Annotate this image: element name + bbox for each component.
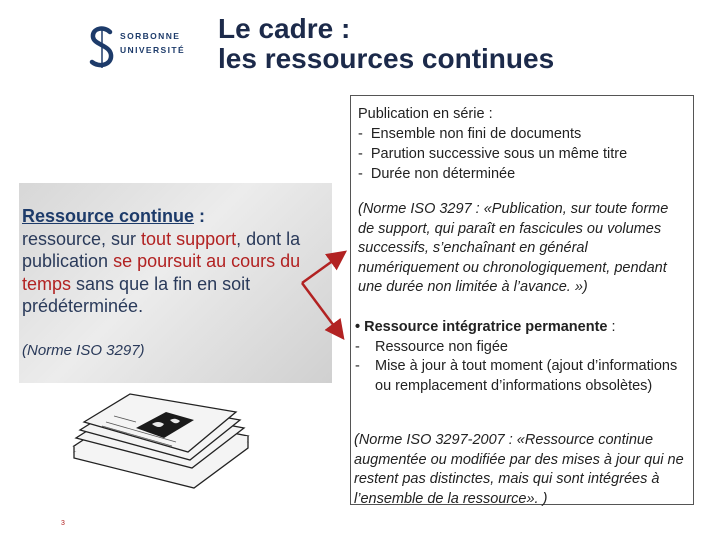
list-item: - Parution successive sous un même titre [358,146,628,162]
ressource-continue-norme: (Norme ISO 3297) [22,341,145,359]
publication-item-2: Parution successive sous un même titre [370,146,628,162]
title-line1: Le cadre : [218,13,351,44]
arrow-to-publication [302,252,345,283]
definition-text-1: ressource, sur [22,228,142,249]
publication-heading-colon: : [484,106,493,122]
page-number: 3 [61,520,65,527]
ressource-continue-term: Ressource continue [22,206,195,226]
publication-norme: (Norme ISO 3297 : «Publication, sur toute forme de support, qui paraît en fascicules ou volumes successifs, s’enchaînant en général numériquement ou chronologiquement, pendant une durée non limitée à l’avance. ») [358,201,669,295]
list-item: - Ressource non figée [355,338,690,358]
newspaper-stack-icon [66,388,256,498]
term-colon: : [194,206,206,226]
publication-item-1: Ensemble non fini de documents [370,126,582,142]
integratrice-norme: (Norme ISO 3297-2007 : «Ressource continue augmentée ou modifiée par des mises à jour qui ne restent pas distinctes, mais qui sont intégrées à l’ensemble de la ressource». ) [354,432,684,507]
definition-highlight-1: tout support [141,228,237,249]
definition-highlight-2: se poursuit au cours du temps [22,251,301,294]
list-item: - Mise à jour à tout moment (ajout d’informations ou remplacement d’informations obsolètes) [355,357,690,396]
publication-heading: Publication en série [358,106,485,122]
list-item: - Ensemble non fini de documents [358,126,582,142]
integratrice-item-2: Mise à jour à tout moment (ajout d’informations ou remplacement d’informations obsolètes) [375,358,678,394]
arrow-to-integratrice [302,283,343,338]
definition-text-3: sans que la fin en soit prédéterminée. [22,273,251,316]
integratrice-item-1: Ressource non figée [375,338,508,355]
publication-item-3: Durée non déterminée [370,166,516,182]
logo-line1: SORBONNE [120,31,181,41]
definition-text-2: , dont la publication [22,228,301,271]
integratrice-heading: • Ressource intégratrice permanente [355,319,608,335]
title-line2: les ressources continues [218,43,555,74]
logo-line2: UNIVERSITÉ [120,45,186,55]
integratrice-heading-colon: : [607,319,616,335]
list-item: - Durée non déterminée [358,166,516,182]
